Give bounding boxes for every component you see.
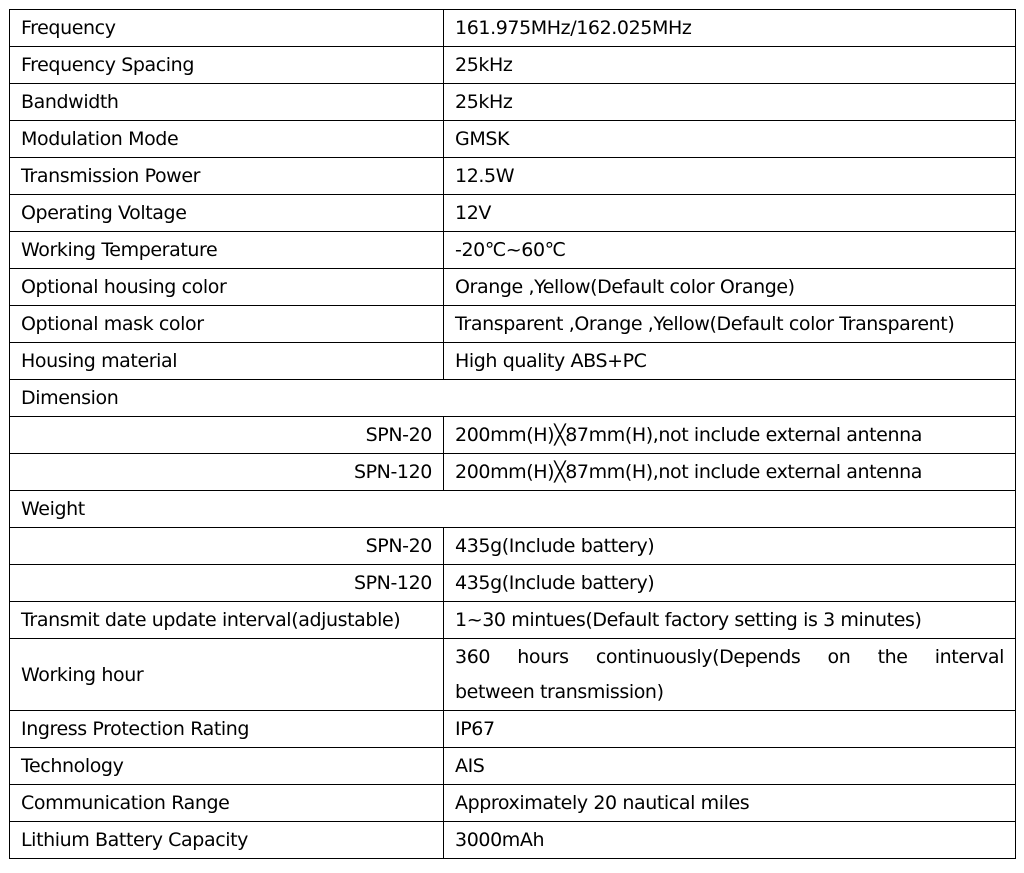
table-row bbox=[10, 84, 1016, 121]
table-row bbox=[10, 602, 1016, 639]
row-label: Transmission Power bbox=[10, 158, 444, 195]
row-label: Transmit date update interval(adjustable) bbox=[10, 602, 444, 639]
row-value: 200mm(H)╳87mm(H),not include external antenna bbox=[444, 454, 1016, 491]
table-row bbox=[10, 10, 1016, 47]
row-value: 200mm(H)╳87mm(H),not include external antenna bbox=[444, 417, 1016, 454]
row-value: 1~30 mintues(Default factory setting is 3 minutes) bbox=[444, 602, 1016, 639]
section-heading-row bbox=[10, 491, 1016, 528]
model-label: SPN-120 bbox=[10, 565, 444, 602]
row-value: Approximately 20 nautical miles bbox=[444, 785, 1016, 822]
row-label: Ingress Protection Rating bbox=[10, 711, 444, 748]
row-value: High quality ABS+PC bbox=[444, 343, 1016, 380]
row-label: Working Temperature bbox=[10, 232, 444, 269]
row-label: Lithium Battery Capacity bbox=[10, 822, 444, 859]
row-label: Bandwidth bbox=[10, 84, 444, 121]
working-hour-line-1: 360 hours continuously(Depends on the interval bbox=[455, 645, 1004, 668]
row-value: -20℃~60℃ bbox=[444, 232, 1016, 269]
table-row bbox=[10, 306, 1016, 343]
row-value: AIS bbox=[444, 748, 1016, 785]
table-row bbox=[10, 528, 1016, 565]
weight-heading: Weight bbox=[10, 491, 1016, 528]
row-value: Transparent ,Orange ,Yellow(Default color Transparent) bbox=[444, 306, 1016, 343]
table-row bbox=[10, 711, 1016, 748]
table-row bbox=[10, 121, 1016, 158]
row-label: Optional housing color bbox=[10, 269, 444, 306]
table-row bbox=[10, 785, 1016, 822]
row-value: IP67 bbox=[444, 711, 1016, 748]
model-label: SPN-20 bbox=[10, 417, 444, 454]
row-value: Orange ,Yellow(Default color Orange) bbox=[444, 269, 1016, 306]
row-label: Communication Range bbox=[10, 785, 444, 822]
row-value: 161.975MHz/162.025MHz bbox=[444, 10, 1016, 47]
row-value: GMSK bbox=[444, 121, 1016, 158]
working-hour-line-2: between transmission) bbox=[455, 680, 664, 703]
spec-table bbox=[9, 9, 1016, 859]
table-row bbox=[10, 47, 1016, 84]
row-label: Optional mask color bbox=[10, 306, 444, 343]
dimension-heading: Dimension bbox=[10, 380, 1016, 417]
row-label: Operating Voltage bbox=[10, 195, 444, 232]
row-value: 435g(Include battery) bbox=[444, 528, 1016, 565]
row-label: Modulation Mode bbox=[10, 121, 444, 158]
table-row bbox=[10, 195, 1016, 232]
row-value: 25kHz bbox=[444, 84, 1016, 121]
table-row bbox=[10, 417, 1016, 454]
row-label: Housing material bbox=[10, 343, 444, 380]
row-value: 25kHz bbox=[444, 47, 1016, 84]
table-row bbox=[10, 639, 1016, 711]
table-row bbox=[10, 454, 1016, 491]
row-value bbox=[444, 639, 1016, 711]
table-row bbox=[10, 822, 1016, 859]
row-label: Working hour bbox=[10, 639, 444, 711]
table-row bbox=[10, 158, 1016, 195]
model-label: SPN-20 bbox=[10, 528, 444, 565]
row-label: Technology bbox=[10, 748, 444, 785]
table-row bbox=[10, 232, 1016, 269]
row-value: 3000mAh bbox=[444, 822, 1016, 859]
model-label: SPN-120 bbox=[10, 454, 444, 491]
row-value: 435g(Include battery) bbox=[444, 565, 1016, 602]
table-row bbox=[10, 269, 1016, 306]
section-heading-row bbox=[10, 380, 1016, 417]
table-row bbox=[10, 343, 1016, 380]
table-row bbox=[10, 748, 1016, 785]
table-row bbox=[10, 565, 1016, 602]
row-label: Frequency Spacing bbox=[10, 47, 444, 84]
row-label: Frequency bbox=[10, 10, 444, 47]
row-value: 12.5W bbox=[444, 158, 1016, 195]
row-value: 12V bbox=[444, 195, 1016, 232]
